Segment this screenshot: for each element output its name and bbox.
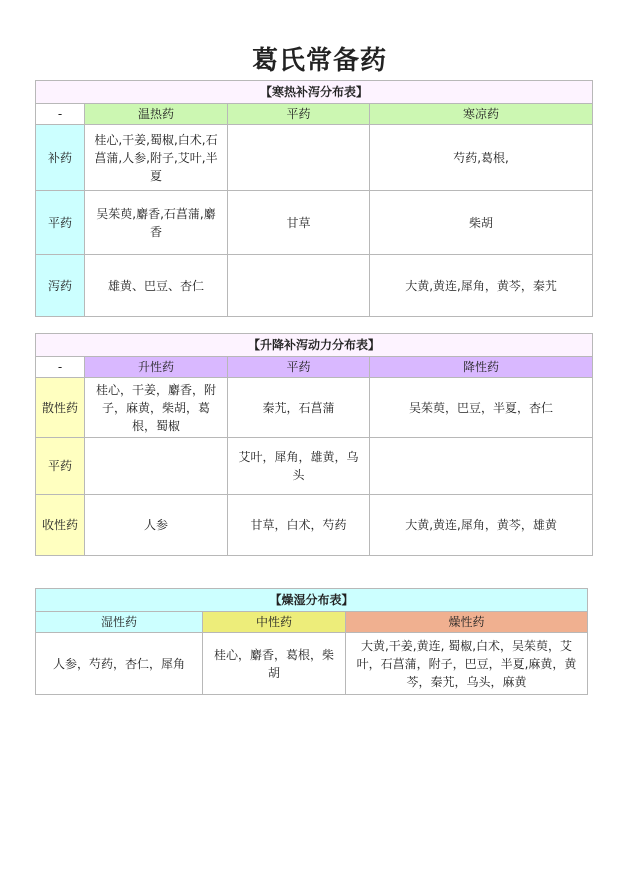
row-label: 泻药 — [36, 255, 85, 317]
header-descending: 降性药 — [370, 357, 593, 378]
row-label: 散性药 — [36, 378, 85, 438]
row-label: 收性药 — [36, 495, 85, 556]
header-neutral: 中性药 — [203, 612, 346, 633]
cold-hot-table — [35, 80, 593, 317]
table-row — [36, 633, 588, 695]
header-ascending: 升性药 — [85, 357, 228, 378]
table-cell — [85, 438, 228, 495]
table-cell: 甘草，白术，芍药 — [228, 495, 370, 556]
table-cell: 人参 — [85, 495, 228, 556]
table-cell: 秦艽，石菖蒲 — [228, 378, 370, 438]
table-row — [36, 438, 593, 495]
table-cell: 吴茱萸,麝香,石菖蒲,麝香 — [85, 191, 228, 255]
header-cold: 寒凉药 — [370, 104, 593, 125]
header-neutral: 平药 — [228, 104, 370, 125]
row-label: 平药 — [36, 191, 85, 255]
header-dry: 燥性药 — [346, 612, 588, 633]
table-cell: 柴胡 — [370, 191, 593, 255]
table-cell: 大黄,干姜,黄连, 蜀椒,白术，吴茱萸，艾叶，石菖蒲，附子，巴豆，半夏,麻黄，黄芩，秦艽，乌头，麻黄 — [346, 633, 588, 695]
table-caption: 【燥湿分布表】 — [36, 589, 588, 612]
table-cell: 甘草 — [228, 191, 370, 255]
table-cell: 吴茱萸，巴豆，半夏，杏仁 — [370, 378, 593, 438]
table-cell — [370, 438, 593, 495]
header-corner: - — [36, 104, 85, 125]
table-row — [36, 125, 593, 191]
row-label: 平药 — [36, 438, 85, 495]
header-warm: 温热药 — [85, 104, 228, 125]
table-row — [36, 191, 593, 255]
table-caption: 【升降补泻动力分布表】 — [36, 334, 593, 357]
table-cell: 桂心，麝香，葛根，柴胡 — [203, 633, 346, 695]
table-cell: 芍药,葛根, — [370, 125, 593, 191]
table-cell: 艾叶，犀角，雄黄，乌头 — [228, 438, 370, 495]
table-row — [36, 495, 593, 556]
table-cell: 大黄,黄连,犀角，黄芩，雄黄 — [370, 495, 593, 556]
header-neutral: 平药 — [228, 357, 370, 378]
header-damp: 湿性药 — [36, 612, 203, 633]
table-caption: 【寒热补泻分布表】 — [36, 81, 593, 104]
table-cell: 桂心,干姜,蜀椒,白术,石菖蒲,人参,附子,艾叶,半夏 — [85, 125, 228, 191]
table-cell: 人参，芍药，杏仁，犀角 — [36, 633, 203, 695]
row-label: 补药 — [36, 125, 85, 191]
table-cell: 大黄,黄连,犀角，黄芩，秦艽 — [370, 255, 593, 317]
header-corner: - — [36, 357, 85, 378]
ascend-descend-table — [35, 333, 593, 556]
table-cell: 桂心，干姜，麝香，附子，麻黄，柴胡，葛根，蜀椒 — [85, 378, 228, 438]
table-cell — [228, 125, 370, 191]
table-row — [36, 255, 593, 317]
table-cell: 雄黄、巴豆、杏仁 — [85, 255, 228, 317]
table-cell — [228, 255, 370, 317]
table-row — [36, 378, 593, 438]
page-title: 葛氏常备药 — [251, 46, 387, 76]
dry-damp-table — [35, 588, 588, 695]
